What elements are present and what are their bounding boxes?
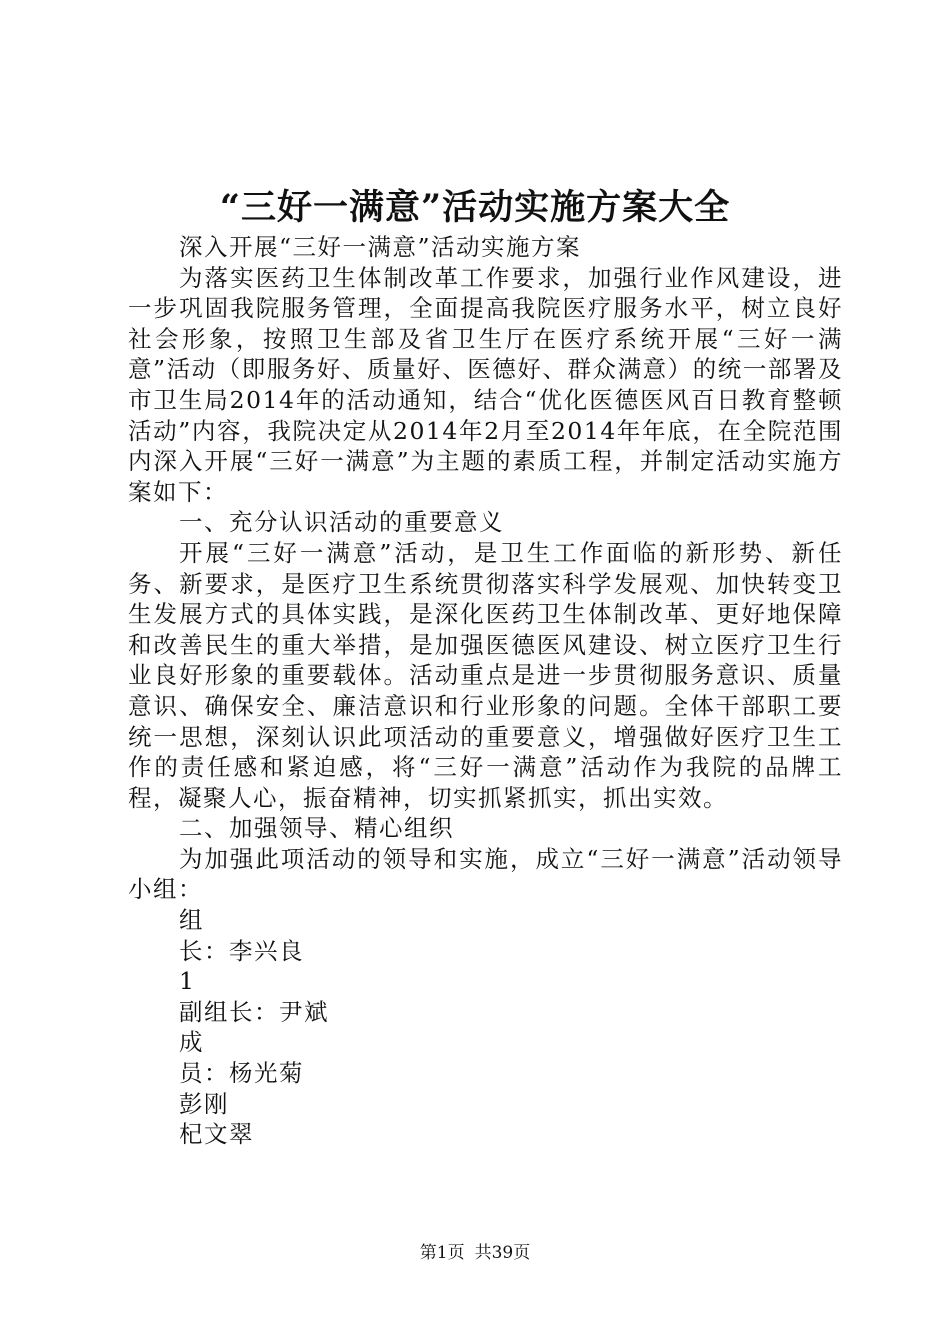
member-line: 杞文翠 bbox=[179, 1120, 254, 1149]
page-number: 第1页 bbox=[419, 1243, 465, 1263]
member-line: 员：杨光菊 bbox=[179, 1059, 304, 1088]
document-subtitle: 深入开展“三好一满意”活动实施方案 bbox=[179, 233, 582, 261]
member-line: 组 bbox=[179, 906, 204, 935]
document-body bbox=[128, 232, 843, 1150]
member-line: 1 bbox=[179, 967, 196, 996]
member-line: 成 bbox=[179, 1028, 204, 1057]
member-line: 彭刚 bbox=[179, 1089, 229, 1118]
document-title: “三好一满意”活动实施方案大全 bbox=[219, 187, 731, 228]
member-line: 长：李兴良 bbox=[179, 936, 304, 965]
intro-paragraph: 为落实医药卫生体制改革工作要求，加强行业作风建设，进一步巩固我院服务管理，全面提高我院医疗服务水平，树立良好社会形象，按照卫生部及省卫生厅在医疗系统开展“三好一满意”活动（即服务好、质量好、医德好、群众满意）的统一部署及市卫生局2014年的活动通知，结合“优化医德医风百日教育整顿活动”内容，我院决定从2014年2月至2014年年底，在全院范围内深入开展“三好一满意”为主题的素质工程，并制定活动实施方案如下： bbox=[128, 263, 843, 506]
section-2-heading: 二、加强领导、精心组织 bbox=[179, 814, 454, 843]
section-1-heading: 一、充分认识活动的重要意义 bbox=[179, 508, 504, 537]
page-footer bbox=[0, 1241, 950, 1265]
section-1-paragraph: 开展“三好一满意”活动，是卫生工作面临的新形势、新任务、新要求，是医疗卫生系统贯彻落实科学发展观、加快转变卫生发展方式的具体实践，是深化医药卫生体制改革、更好地保障和改善民生的重大举措，是加强医德医风建设、树立医疗卫生行业良好形象的重要载体。活动重点是进一步贯彻服务意识、质量意识、确保安全、廉洁意识和行业形象的问题。全体干部职工要统一思想，深刻认识此项活动的重要意义，增强做好医疗卫生工作的责任感和紧迫感，将“三好一满意”活动作为我院的品牌工程，凝聚人心，振奋精神，切实抓紧抓实，抓出实效。 bbox=[128, 538, 843, 812]
section-2-paragraph: 为加强此项活动的领导和实施，成立“三好一满意”活动领导小组： bbox=[128, 844, 843, 904]
page-total: 共39页 bbox=[474, 1243, 531, 1263]
member-line: 副组长：尹斌 bbox=[179, 997, 329, 1026]
